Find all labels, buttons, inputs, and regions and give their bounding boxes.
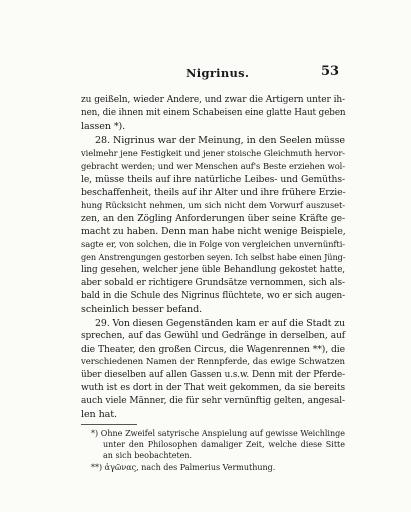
paragraph-start-29: 29. Von diesen Gegenständen kam er auf die Stadt zu bbox=[95, 318, 345, 329]
text-line: lassen *). bbox=[81, 121, 126, 132]
footnote-2: **) ἀγῶνας, nach des Palmerius Vermuthung. bbox=[91, 463, 276, 472]
text-line: auch viele Männer, die für sehr vernünftig gelten, angesal- bbox=[81, 396, 345, 406]
footnote-1-continued: unter den Philosophen damaliger Zeit, welche diese Sitte bbox=[103, 440, 345, 449]
text-line: zu geißeln, wieder Andere, und zwar die Artigern unter ih- bbox=[81, 95, 345, 105]
text-line: ling gesehen, welcher jene üble Behandlung gekostet hatte, bbox=[81, 265, 345, 275]
footnote-1: *) Ohne Zweifel satyrische Anspielung auf gewisse Weichlinge bbox=[91, 429, 345, 438]
text-line: vielmehr jene Festigkeit und jener stoische Gleichmuth hervor- bbox=[81, 148, 345, 158]
footnote-divider bbox=[81, 424, 137, 425]
text-line: sagte er, von solchen, die in Folge von vergleichen unvernünfti- bbox=[81, 239, 345, 249]
text-line: nen, die ihnen mit einem Schabeisen eine glatte Haut geben bbox=[81, 108, 346, 118]
text-line: macht zu haben. Denn man habe nicht wenige Beispiele, bbox=[81, 226, 346, 237]
running-head: Nigrinus. bbox=[186, 66, 250, 80]
text-line: beschaffenheit, theils auf ihr Alter und ihre frühere Erzie- bbox=[81, 187, 346, 198]
paragraph-start-28: 28. Nigrinus war der Meinung, in den Seelen müsse bbox=[95, 135, 345, 146]
text-line: hung Rücksicht nehmen, um sich nicht dem Vorwurf auszuset- bbox=[81, 200, 345, 210]
page-header bbox=[0, 64, 411, 84]
text-line: scheinlich besser befand. bbox=[81, 304, 203, 315]
text-line: wuth ist es dort in der That weit gekommen, da sie bereits bbox=[81, 383, 345, 393]
text-line: gebracht werden; und wer Menschen auf's Beste erziehen wol- bbox=[81, 161, 345, 171]
text-line: len hat. bbox=[81, 409, 117, 420]
text-line: gen Anstrengungen gestorben seyen. Ich selbst habe einen Jüng- bbox=[81, 252, 346, 262]
text-line: le, müsse theils auf ihre natürliche Leibes- und Gemüths- bbox=[81, 174, 345, 185]
text-line: bald in die Schule des Nigrinus flüchtete, wo er sich augen- bbox=[81, 291, 345, 301]
page-number: 53 bbox=[321, 64, 340, 79]
footnote-1-continued: an sich beobachteten. bbox=[103, 451, 193, 460]
text-line: aber sobald er richtigere Grundsätze vernommen, sich als- bbox=[81, 278, 345, 288]
text-line: zen, an den Zögling Anforderungen über seine Kräfte ge- bbox=[81, 213, 345, 224]
text-line: sprechen, auf das Gewühl und Gedränge in derselben, auf bbox=[81, 331, 345, 341]
text-line: die Theater, den großen Circus, die Wagenrennen **), die bbox=[81, 344, 345, 355]
text-line: über dieselben auf allen Gassen u.s.w. Denn mit der Pferde- bbox=[81, 370, 345, 380]
text-line: verschiedenen Namen der Rennpferde, das ewige Schwatzen bbox=[81, 357, 345, 367]
